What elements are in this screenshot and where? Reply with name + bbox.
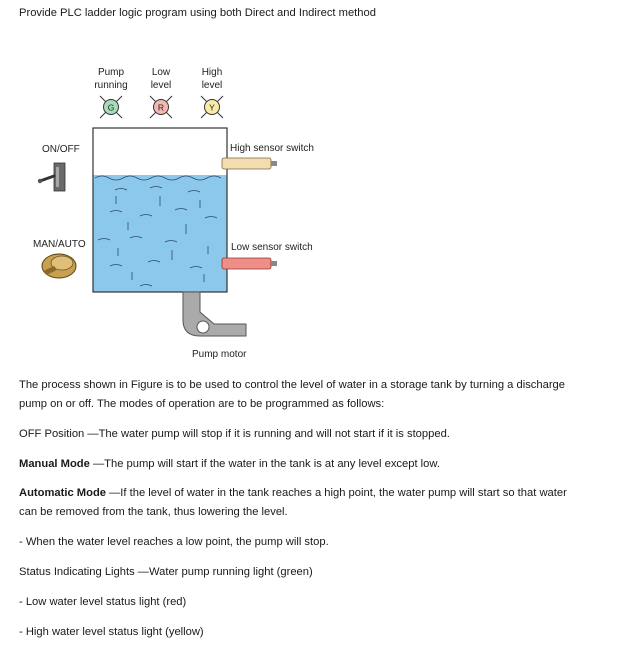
low-level-label-2: level (150, 80, 172, 91)
high-level-letter: Y (209, 102, 215, 113)
man-auto-label: MAN/AUTO (33, 239, 86, 250)
water (93, 175, 227, 292)
automatic-mode-text (19, 484, 579, 522)
high-sensor-switch-icon (222, 158, 277, 169)
low-sensor-label: Low sensor switch (231, 242, 313, 253)
manual-mode-desc: —The pump will start if the water in the tank is at any level except low. (89, 458, 440, 470)
high-level-label-1: High (201, 67, 223, 78)
pump-motor-icon (183, 292, 246, 336)
high-sensor-label: High sensor switch (230, 143, 314, 154)
description-paragraph: The process shown in Figure is to be used to control the level of water in a storage tank by turning a discharge pump on or off. The modes of operation are to be programmed as follows: (19, 379, 566, 410)
manual-mode-text (19, 458, 440, 471)
low-sensor-switch-icon (222, 258, 277, 269)
on-off-switch-icon (38, 163, 65, 191)
automatic-mode-desc: —If the level of water in the tank reaches a high point, the water pump will start so that water can be removed from the tank, thus lowering the level. (19, 487, 567, 518)
status-lights-text: Status Indicating Lights —Water pump running light (green) (19, 566, 313, 578)
auto-low-text: - When the water level reaches a low point, the pump will stop. (19, 536, 329, 548)
pump-running-label-1: Pump (97, 67, 125, 78)
pump-running-letter: G (107, 102, 115, 113)
manual-mode-title: Manual Mode (19, 458, 90, 470)
storage-tank (93, 128, 227, 292)
off-position-text: OFF Position —The water pump will stop if it is running and will not start if it is stopped. (19, 428, 450, 440)
low-level-light (150, 67, 172, 118)
automatic-mode-title: Automatic Mode (19, 487, 107, 499)
low-light-text: - Low water level status light (red) (19, 596, 187, 608)
low-level-label-1: Low (151, 67, 171, 78)
pump-motor-label: Pump motor (192, 349, 247, 360)
pump-running-light (94, 67, 127, 118)
on-off-label: ON/OFF (42, 144, 80, 155)
low-level-letter: R (157, 102, 165, 113)
high-level-light (201, 67, 223, 118)
pump-running-label-2: running (94, 80, 128, 91)
man-auto-selector-icon (42, 254, 76, 278)
high-level-label-2: level (201, 80, 223, 91)
high-light-text: - High water level status light (yellow) (19, 626, 204, 638)
question-text: Provide PLC ladder logic program using both Direct and Indirect method (19, 7, 376, 19)
